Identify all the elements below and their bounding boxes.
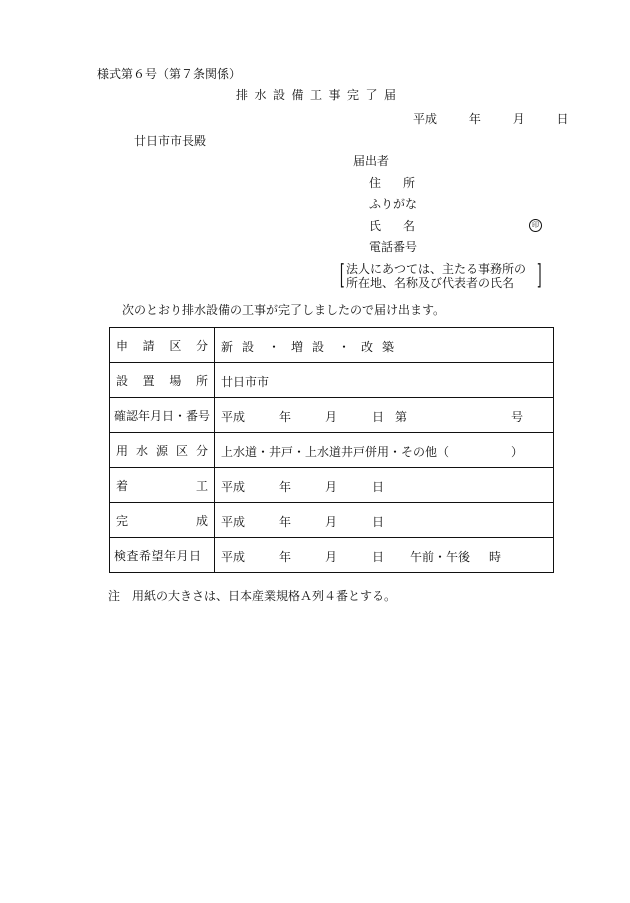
separator-dot: ・ bbox=[338, 340, 351, 354]
label-char: 用 bbox=[116, 443, 129, 458]
label-char: 水 bbox=[135, 443, 148, 458]
row-value-start-date[interactable] bbox=[215, 468, 554, 503]
era-text: 平成 bbox=[221, 410, 246, 424]
row-label-water-source bbox=[110, 433, 215, 468]
corporate-note bbox=[339, 260, 542, 291]
lead-text: 次のとおり排水設備の工事が完了しましたので届け出ます。 bbox=[122, 303, 446, 317]
date-era: 平成 bbox=[413, 112, 438, 126]
address-label bbox=[369, 176, 415, 190]
option-char: 改 bbox=[361, 340, 374, 354]
table-row bbox=[110, 398, 554, 433]
number-prefix: 第 bbox=[395, 410, 408, 424]
row-value-water-source[interactable] bbox=[215, 433, 554, 468]
month-text: 月 bbox=[325, 480, 338, 494]
option-char: 増 bbox=[291, 340, 304, 354]
label-char: 源 bbox=[155, 443, 168, 458]
footnote: 注 用紙の大きさは、日本産業規格Ａ列４番とする。 bbox=[108, 589, 397, 603]
corporate-note-line: 所在地、名称及び代表者の氏名 bbox=[346, 276, 515, 290]
table-row bbox=[110, 363, 554, 398]
page-title: 排水設備工事完了届 bbox=[236, 88, 403, 102]
day-text: 日 bbox=[372, 550, 385, 564]
row-value-confirmation[interactable] bbox=[215, 398, 554, 433]
row-value-location[interactable] bbox=[215, 363, 554, 398]
label-char: 設 bbox=[116, 373, 129, 388]
name-label-char: 氏 bbox=[369, 219, 382, 233]
label-char: 置 bbox=[142, 373, 155, 388]
row-label-confirmation bbox=[110, 398, 215, 433]
day-text: 日 bbox=[372, 410, 385, 424]
row-value-application-type[interactable] bbox=[215, 328, 554, 363]
year-text: 年 bbox=[279, 515, 292, 529]
label-char: 所 bbox=[195, 373, 208, 388]
year-text: 年 bbox=[279, 410, 292, 424]
label-char: 完 bbox=[116, 513, 129, 528]
hour-text: 時 bbox=[489, 550, 502, 564]
location-text: 廿日市市 bbox=[221, 375, 270, 389]
applicant-heading: 届出者 bbox=[353, 154, 390, 168]
option-char: 新 bbox=[221, 340, 234, 354]
closing-paren: ） bbox=[511, 445, 524, 459]
bracket-left-icon: [ bbox=[339, 260, 345, 291]
table-row bbox=[110, 433, 554, 468]
label-char: 着 bbox=[116, 478, 129, 493]
date-month: 月 bbox=[512, 112, 525, 126]
label-char: 分 bbox=[195, 338, 208, 353]
row-label-completion bbox=[110, 503, 215, 538]
phone-label: 電話番号 bbox=[369, 240, 418, 254]
ampm-text: 午前・午後 bbox=[410, 550, 471, 564]
era-text: 平成 bbox=[221, 480, 246, 494]
label-char: 分 bbox=[195, 443, 208, 458]
table-row bbox=[110, 538, 554, 573]
label-char: 区 bbox=[169, 338, 182, 353]
era-text: 平成 bbox=[221, 550, 246, 564]
year-text: 年 bbox=[279, 550, 292, 564]
seal-mark-icon: 印 bbox=[529, 219, 542, 232]
row-value-inspection-date[interactable] bbox=[215, 538, 554, 573]
date-day: 日 bbox=[556, 112, 569, 126]
number-suffix: 号 bbox=[511, 410, 524, 424]
label-char: 請 bbox=[142, 338, 155, 353]
bracket-right-icon: ] bbox=[536, 260, 542, 291]
label-text: 確認年月日・番号 bbox=[114, 408, 211, 423]
table-row bbox=[110, 328, 554, 363]
option-char: 設 bbox=[312, 340, 325, 354]
label-text: 検査希望年月日 bbox=[114, 548, 202, 563]
submission-date bbox=[413, 112, 569, 126]
month-text: 月 bbox=[325, 550, 338, 564]
label-char: 申 bbox=[116, 338, 129, 353]
table-row bbox=[110, 468, 554, 503]
address-label-char: 住 bbox=[369, 176, 382, 190]
row-label-inspection bbox=[110, 538, 215, 573]
kana-label: ふりがな bbox=[369, 197, 418, 211]
row-value-completion-date[interactable] bbox=[215, 503, 554, 538]
option-char: 築 bbox=[382, 340, 395, 354]
row-label-application-type bbox=[110, 328, 215, 363]
label-char: 場 bbox=[169, 373, 182, 388]
completion-form-table bbox=[109, 327, 554, 573]
row-label-start bbox=[110, 468, 215, 503]
label-char: 区 bbox=[175, 443, 188, 458]
row-label-location bbox=[110, 363, 215, 398]
day-text: 日 bbox=[372, 480, 385, 494]
name-label bbox=[369, 219, 415, 233]
label-char: 工 bbox=[195, 478, 208, 493]
month-text: 月 bbox=[325, 410, 338, 424]
table-row bbox=[110, 503, 554, 538]
address-label-char: 所 bbox=[403, 176, 416, 190]
year-text: 年 bbox=[279, 480, 292, 494]
addressee: 廿日市市長殿 bbox=[134, 134, 207, 148]
era-text: 平成 bbox=[221, 515, 246, 529]
corporate-note-line: 法人にあつては、主たる事務所の bbox=[346, 262, 527, 276]
month-text: 月 bbox=[325, 515, 338, 529]
day-text: 日 bbox=[372, 515, 385, 529]
option-char: 設 bbox=[242, 340, 255, 354]
separator-dot: ・ bbox=[268, 340, 281, 354]
form-number: 様式第６号（第７条関係） bbox=[97, 67, 242, 81]
name-label-char: 名 bbox=[403, 219, 416, 233]
water-source-options: 上水道・井戸・上水道井戸併用・その他（ bbox=[221, 445, 450, 459]
label-char: 成 bbox=[195, 513, 208, 528]
date-year: 年 bbox=[468, 112, 481, 126]
